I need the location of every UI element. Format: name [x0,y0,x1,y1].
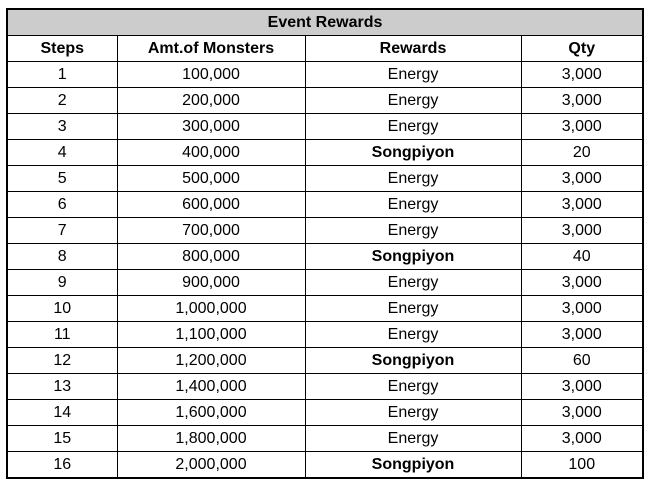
table-row [7,374,643,400]
cell-step: 7 [7,218,117,244]
table-row [7,270,643,296]
cell-reward: Energy [305,166,521,192]
cell-qty: 3,000 [521,192,643,218]
title-row [7,9,643,36]
cell-step: 11 [7,322,117,348]
cell-monsters: 300,000 [117,114,305,140]
table-row [7,400,643,426]
cell-step: 16 [7,452,117,479]
event-rewards-table-wrapper [6,8,642,479]
cell-step: 2 [7,88,117,114]
cell-reward: Energy [305,62,521,88]
cell-reward: Energy [305,400,521,426]
cell-monsters: 400,000 [117,140,305,166]
cell-qty: 100 [521,452,643,479]
cell-step: 14 [7,400,117,426]
table-body [7,62,643,479]
header-rewards: Rewards [305,36,521,62]
cell-reward: Songpiyon [305,348,521,374]
cell-monsters: 1,000,000 [117,296,305,322]
cell-qty: 3,000 [521,114,643,140]
table-row [7,322,643,348]
cell-qty: 3,000 [521,88,643,114]
cell-step: 5 [7,166,117,192]
cell-reward: Energy [305,270,521,296]
cell-reward: Energy [305,374,521,400]
header-steps: Steps [7,36,117,62]
cell-monsters: 100,000 [117,62,305,88]
cell-step: 4 [7,140,117,166]
cell-qty: 3,000 [521,62,643,88]
cell-reward: Energy [305,296,521,322]
cell-reward: Energy [305,88,521,114]
cell-monsters: 200,000 [117,88,305,114]
cell-step: 3 [7,114,117,140]
cell-qty: 3,000 [521,322,643,348]
cell-monsters: 1,400,000 [117,374,305,400]
header-row [7,36,643,62]
cell-reward: Energy [305,322,521,348]
cell-step: 1 [7,62,117,88]
cell-qty: 40 [521,244,643,270]
table-row [7,296,643,322]
table-row [7,140,643,166]
table-row [7,218,643,244]
cell-monsters: 900,000 [117,270,305,296]
table-row [7,244,643,270]
cell-reward: Songpiyon [305,140,521,166]
cell-step: 8 [7,244,117,270]
table-row [7,452,643,479]
cell-reward: Songpiyon [305,244,521,270]
cell-monsters: 1,800,000 [117,426,305,452]
cell-monsters: 1,200,000 [117,348,305,374]
cell-monsters: 600,000 [117,192,305,218]
cell-reward: Energy [305,114,521,140]
header-monsters: Amt.of Monsters [117,36,305,62]
cell-qty: 20 [521,140,643,166]
cell-qty: 3,000 [521,166,643,192]
cell-qty: 3,000 [521,296,643,322]
table-row [7,166,643,192]
cell-step: 15 [7,426,117,452]
cell-monsters: 2,000,000 [117,452,305,479]
cell-reward: Energy [305,218,521,244]
cell-reward: Energy [305,192,521,218]
cell-qty: 3,000 [521,426,643,452]
table-row [7,88,643,114]
header-qty: Qty [521,36,643,62]
cell-qty: 3,000 [521,374,643,400]
cell-monsters: 700,000 [117,218,305,244]
cell-monsters: 1,600,000 [117,400,305,426]
cell-step: 10 [7,296,117,322]
table-row [7,114,643,140]
table-row [7,348,643,374]
cell-step: 6 [7,192,117,218]
cell-qty: 60 [521,348,643,374]
event-rewards-table [6,8,644,479]
table-title: Event Rewards [7,9,643,36]
cell-qty: 3,000 [521,400,643,426]
table-row [7,192,643,218]
cell-monsters: 1,100,000 [117,322,305,348]
table-row [7,426,643,452]
table-row [7,62,643,88]
cell-qty: 3,000 [521,270,643,296]
cell-reward: Energy [305,426,521,452]
cell-step: 9 [7,270,117,296]
cell-step: 12 [7,348,117,374]
cell-reward: Songpiyon [305,452,521,479]
cell-qty: 3,000 [521,218,643,244]
cell-monsters: 800,000 [117,244,305,270]
cell-step: 13 [7,374,117,400]
cell-monsters: 500,000 [117,166,305,192]
